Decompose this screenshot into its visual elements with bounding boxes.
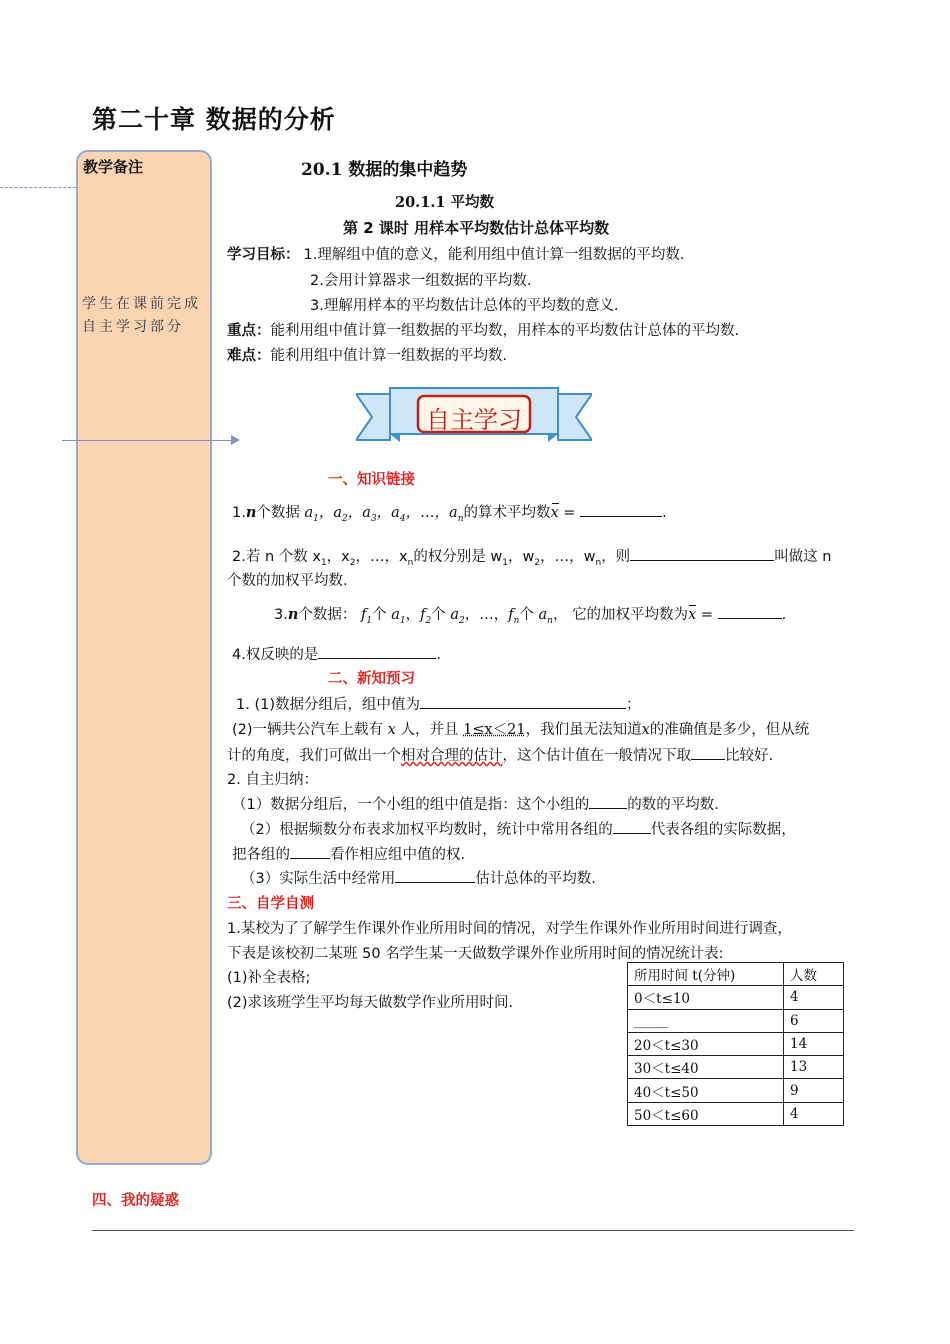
s2-blank-2[interactable] <box>290 845 330 859</box>
part2-title: 二、新知预习 <box>328 671 415 687</box>
difficulty-row <box>227 344 507 365</box>
difficulty-label: 难点： <box>227 348 271 364</box>
key-point-text: 能利用组中值计算一组数据的平均数，用样本的平均数估计总体的平均数. <box>270 323 740 339</box>
p2-q2-d: 的准确值是多少，但从统 <box>649 722 810 738</box>
q2-end: 叫做这 n <box>774 549 832 565</box>
q1-answer-blank[interactable] <box>580 503 662 517</box>
sidebar-title: 教学备注 <box>83 158 144 176</box>
lesson-title: 第 2 课时 用样本平均数估计总体平均数 <box>343 219 610 237</box>
part2-question-1 <box>236 693 640 714</box>
p2-q2-range: 1≤x＜21 <box>463 722 526 738</box>
table-cell-time: 40＜t≤50 <box>628 1079 784 1102</box>
table-header-count: 人数 <box>784 963 844 986</box>
key-point-label: 重点： <box>227 323 271 339</box>
part4-title: 四、我的疑惑 <box>92 1193 179 1209</box>
part1-question-3: 3.n个数据： $f_1$个 $a_1$，$f_2$个 $a_2$，…，$f_n$个 $a_n$， 它的加权平均数为x = . <box>274 606 787 626</box>
arrow-head-icon <box>231 435 240 445</box>
dashed-connector <box>0 187 76 188</box>
part2-question-2: (2)一辆共公汽车上载有 x 人，并且 1≤x＜21，我们虽无法知道x的准确值是多少，但从统 <box>232 722 810 738</box>
table-cell-time: 20＜t≤30 <box>628 1032 784 1055</box>
p2-q2-l2-c: 比较好. <box>725 748 774 764</box>
part1-question-4: 4.权反映的是 . <box>232 647 441 663</box>
summary-item-2 <box>241 818 796 839</box>
part2-question-2-line2 <box>227 744 773 765</box>
p2-q2-b: 人，并且 <box>400 722 459 738</box>
objective-item-2: 2.会用计算器求一组数据的平均数. <box>310 273 532 289</box>
p2-q1-end: ； <box>625 697 641 713</box>
q4-text: 4.权反映的是 <box>232 647 319 663</box>
q3-prefix: 3. <box>274 607 288 623</box>
p2-q2-c: ，我们虽无法知道 <box>525 722 642 738</box>
q2-mid: 的权分别是 w <box>413 549 503 565</box>
q1-end: . <box>662 505 667 521</box>
s2-l2-a: 把各组的 <box>232 847 290 863</box>
q2-then: ，则 <box>601 549 631 565</box>
chapter-title: 第二十章 数据的分析 <box>92 105 336 134</box>
part3-title: 三、自学自测 <box>227 896 314 912</box>
table-cell-count: 6 <box>784 1009 844 1032</box>
q1-n: n <box>245 504 257 521</box>
q3-mid: 它的加权平均数为 <box>572 607 689 623</box>
section-subheading: 20.1.1 平均数 <box>395 194 495 211</box>
s2-b: 代表各组的实际数据， <box>650 822 796 838</box>
s2-a: （2）根据频数分布表求加权平均数时，统计中常用各组的 <box>241 822 613 838</box>
objective-item-1: 1.理解组中值的意义，能利用组中值计算一组数据的平均数. <box>303 247 685 263</box>
objective-item-3: 3.理解用样本的平均数估计总体的平均数的意义. <box>310 298 619 314</box>
table-cell-count: 9 <box>784 1079 844 1102</box>
s3-b: 估计总体的平均数. <box>475 871 596 887</box>
banner-label: 自主学习 <box>426 406 522 434</box>
sidebar-note: 学生在课前完成自主学习部分 <box>82 296 201 335</box>
p2-q2-a: (2)一辆共公汽车上载有 <box>232 722 384 738</box>
key-point-row <box>227 319 739 340</box>
part1-question-1: 1.n个数据 $a_1$，$a_2$，$a_3$，$a_4$，…，$a_n$的算术平均数x = . <box>232 504 667 524</box>
q3-text: 个数据： <box>298 607 357 623</box>
table-row <box>628 1079 844 1102</box>
q3-answer-blank[interactable] <box>718 605 782 619</box>
p2-q2-l2-underlined: 相对合理的估计 <box>401 748 503 764</box>
arrow-connector <box>62 440 234 441</box>
s2-blank-1[interactable] <box>613 820 651 834</box>
table-cell-time: 50＜t≤60 <box>628 1102 784 1125</box>
q1-prefix: 1. <box>232 505 246 521</box>
table-cell-time: 0＜t≤10 <box>628 986 784 1009</box>
table-row <box>628 1009 844 1032</box>
s3-blank[interactable] <box>395 869 475 883</box>
table-header-time: 所用时间 t(分钟) <box>628 963 784 986</box>
objectives-row-1 <box>227 243 684 264</box>
summary-label: 2. 自主归纳： <box>227 772 318 788</box>
p2-q1-text: 1. (1)数据分组后，组中值为 <box>236 697 420 713</box>
s3-a: （3）实际生活中经常用 <box>241 871 396 887</box>
task-1: (1)补全表格; <box>227 970 311 986</box>
problem-line-2: 下表是该校初二某班 50 名学生某一天做数学课外作业所用时间的情况统计表: <box>227 946 724 962</box>
task-2: (2)求该班学生平均每天做数学作业所用时间. <box>227 995 514 1011</box>
table-cell-time-blank[interactable]: _____ <box>628 1009 784 1032</box>
q2-text: 2.若 n 个数 x <box>232 549 321 565</box>
table-cell-time: 30＜t≤40 <box>628 1056 784 1079</box>
p2-q2-l2-a: 计的角度，我们可做出一个 <box>227 748 401 764</box>
s1-blank[interactable] <box>589 795 627 809</box>
table-cell-count: 4 <box>784 986 844 1009</box>
table-row <box>628 1056 844 1079</box>
time-stats-table <box>627 962 844 1126</box>
p2-q2-l2-b: ，这个估计值在一般情况下取 <box>502 748 691 764</box>
objectives-label: 学习目标： <box>227 247 300 263</box>
table-cell-count: 14 <box>784 1032 844 1055</box>
s1-b: 的数的平均数. <box>627 797 719 813</box>
table-row <box>628 1102 844 1125</box>
s2-l2-b: 看作相应组中值的权. <box>330 847 466 863</box>
difficulty-text: 能利用组中值计算一组数据的平均数. <box>270 348 508 364</box>
s1-a: （1）数据分组后，一个小组的组中值是指：这个小组的 <box>232 797 590 813</box>
p2-q1-blank[interactable] <box>420 695 626 709</box>
summary-item-3 <box>241 867 596 888</box>
q1-mid: 的算术平均数 <box>463 505 551 521</box>
part1-question-2: 2.若 n 个数 $x_1$，$x_2$，…，$x_n$的权分别是 $w_1$，$w_2$，…，$w_n$，则 叫做这 n <box>232 549 832 568</box>
table-header-row <box>628 963 844 986</box>
q2-answer-blank[interactable] <box>630 547 774 561</box>
q1-text: 个数据 <box>256 505 300 521</box>
problem-line-1: 1.某校为了了解学生作课外作业所用时间的情况，对学生作课外作业所用时间进行调查， <box>227 921 792 937</box>
summary-item-2-line2 <box>232 843 465 864</box>
answer-line[interactable] <box>92 1230 854 1231</box>
table-row <box>628 1032 844 1055</box>
q4-answer-blank[interactable] <box>318 645 436 659</box>
table-row <box>628 986 844 1009</box>
table-cell-count: 4 <box>784 1102 844 1125</box>
q2-line2: 个数的加权平均数. <box>227 573 348 589</box>
section-heading: 20.1 数据的集中趋势 <box>301 160 468 180</box>
p2-q2-blank[interactable] <box>691 746 725 760</box>
table-cell-count: 13 <box>784 1056 844 1079</box>
part1-title: 一、知识链接 <box>328 472 415 488</box>
summary-item-1 <box>232 793 719 814</box>
